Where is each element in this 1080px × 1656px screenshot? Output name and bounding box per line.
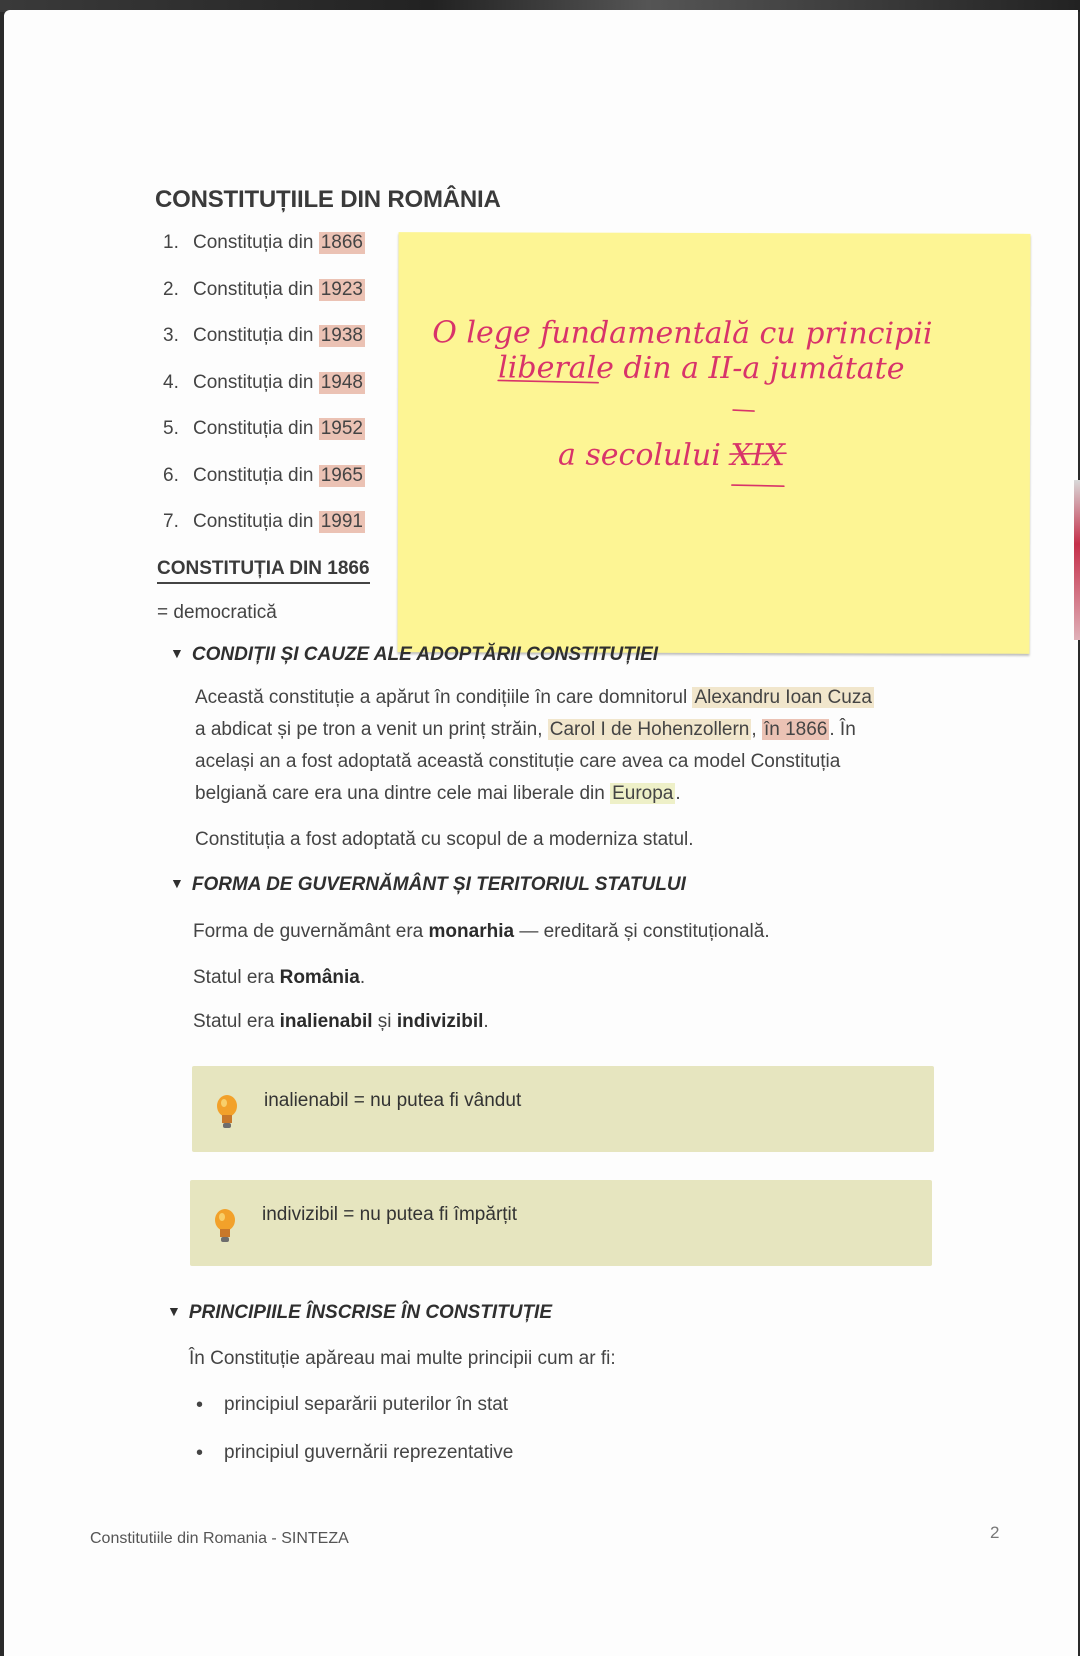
paragraph-state-name: Statul era România. (193, 967, 366, 988)
collapse-triangle-icon[interactable]: ▼ (170, 875, 184, 891)
highlight-europa: Europa (612, 783, 674, 804)
paragraph-principles-intro: În Constituție apăreau mai multe principii cum ar fi: (189, 1348, 616, 1369)
page-number: 2 (990, 1523, 1000, 1542)
collapse-triangle-icon[interactable]: ▼ (170, 645, 184, 661)
svg-text:a secolului XIX: a secolului XIX (557, 437, 785, 474)
paragraph-purpose: Constituția a fost adoptată cu scopul de a moderniza statul. (195, 829, 694, 850)
highlighted-year: 1948 (320, 371, 363, 393)
list-item: 5. Constituția din 1952 (163, 418, 363, 439)
callout-indivizibil: indivizibil = nu putea fi împărțit (190, 1180, 932, 1266)
principles-list (196, 1394, 513, 1490)
highlight-carol: Carol I de Hohenzollern (549, 719, 750, 740)
highlighted-year: 1938 (320, 325, 363, 346)
list-item: • principiul guvernării reprezentative (196, 1442, 513, 1490)
list-item: 4. Constituția din 1948 (163, 371, 363, 393)
bullet-icon: • (196, 1394, 204, 1416)
highlight-year: în 1866 (763, 719, 828, 740)
svg-text:O lege fundamentală cu princip: O lege fundamentală cu principii (432, 315, 933, 352)
page-title: CONSTITUȚIILE DIN ROMÂNIA (155, 186, 501, 213)
highlighted-year: 1991 (320, 511, 363, 532)
list-item: 7. Constituția din 1991 (163, 511, 363, 532)
list-item: 2. Constituția din 1923 (163, 278, 363, 300)
highlighted-year: 1866 (320, 232, 363, 253)
paragraph-conditions: Această constituție a apărut în condițiile în care domnitorul Alexandru Ioan Cuza a abdicat și pe tron a venit un prinț străin, Carol I de Hohenzollern , în 1866 . În același an a fost adoptată această constituție care avea ca model Constituția belgiană care era una dintre cele mai liberale din Europa . (195, 687, 872, 804)
handwriting (397, 232, 1030, 654)
sticky-note (397, 232, 1030, 654)
paragraph-state-properties: Statul era inalienabil și indivizibil. (193, 1011, 489, 1032)
highlight-cuza: Alexandru Ioan Cuza (694, 687, 872, 708)
callout-inalienabil: inalienabil = nu putea fi vândut (192, 1066, 934, 1152)
definition-text: = democratică (157, 602, 277, 623)
highlighted-year: 1923 (320, 278, 363, 300)
list-item: 6. Constituția din 1965 (163, 464, 363, 486)
section-heading-government[interactable]: ▼ FORMA DE GUVERNĂMÂNT ȘI TERITORIUL STATULUI (170, 874, 686, 895)
list-item: 3. Constituția din 1938 (163, 325, 363, 346)
svg-text:liberale din a II-a jumătate: liberale din a II-a jumătate (498, 350, 905, 387)
footer-title: Constitutiile din Romania - SINTEZA (90, 1530, 349, 1547)
highlighted-year: 1952 (320, 418, 363, 439)
paragraph-government-form: Forma de guvernământ era monarhia — ereditară și constituțională. (193, 921, 770, 942)
constitutions-list (163, 232, 365, 558)
section-subtitle: CONSTITUȚIA DIN 1866 (157, 558, 370, 584)
bullet-icon: • (196, 1442, 204, 1464)
lightbulb-icon (216, 1094, 238, 1135)
lightbulb-icon (214, 1208, 236, 1249)
section-heading-principles[interactable]: ▼ PRINCIPIILE ÎNSCRISE ÎN CONSTITUȚIE (167, 1302, 553, 1323)
collapse-triangle-icon[interactable]: ▼ (167, 1303, 181, 1319)
list-item: • principiul separării puterilor în stat (196, 1394, 513, 1442)
list-item: 1. Constituția din 1866 (163, 232, 363, 253)
photo-background-edge (1074, 480, 1080, 640)
section-heading-conditions[interactable]: ▼ CONDIȚII ȘI CAUZE ALE ADOPTĂRII CONSTITUȚIEI (170, 644, 659, 665)
highlighted-year: 1965 (320, 464, 363, 486)
